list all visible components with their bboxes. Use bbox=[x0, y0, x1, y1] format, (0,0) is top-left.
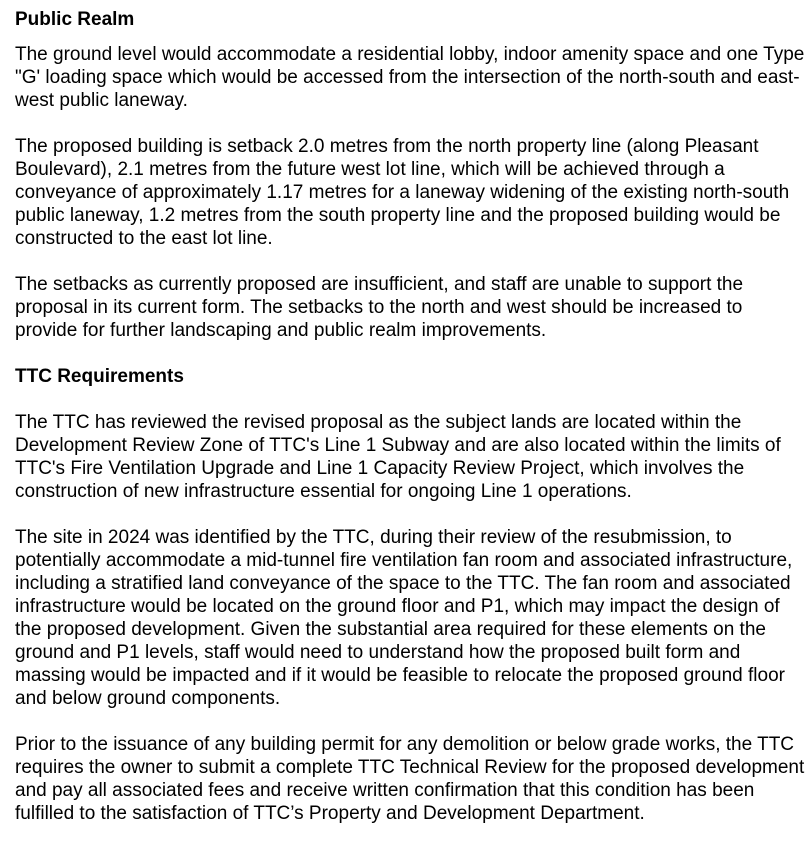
paragraph-setbacks-detail: The proposed building is setback 2.0 metres from the north property line (along Pleasant Boulevard), 2.1 metres from the future west lot line, which will be achieved through a conveyance of approximately 1.17 metres for a laneway widening of the existing north-south public laneway, 1.2 metres from the south property line and the proposed building would be constructed to the east lot line. bbox=[15, 136, 790, 249]
paragraph-fan-room: The site in 2024 was identified by the TTC, during their review of the resubmission, to potentially accommodate a mid-tunnel fire ventilation fan room and associated infrastructure, including a stratified land conveyance of the space to the TTC. The fan room and associated infrastructure would be located on the ground floor and P1, which may impact the design of the proposed development. Given the substantial area required for these elements on the ground and P1 levels, staff would need to understand how the proposed built form and massing would be impacted and if it would be feasible to relocate the proposed ground floor and below ground components. bbox=[15, 527, 793, 709]
paragraph-ground-level: The ground level would accommodate a residential lobby, indoor amenity space and one Type "G' loading space which would be accessed from the intersection of the north-south and east-west public laneway. bbox=[15, 44, 805, 111]
paragraph-setbacks-insufficient: The setbacks as currently proposed are insufficient, and staff are unable to support the proposal in its current form. The setbacks to the north and west should be increased to provide for further landscaping and public realm improvements. bbox=[15, 274, 744, 341]
paragraph-building-permit: Prior to the issuance of any building permit for any demolition or below grade works, the TTC requires the owner to submit a complete TTC Technical Review for the proposed development and pay all associated fees and receive written confirmation that this condition has been fulfilled to the satisfaction of TTC’s Property and Development Department. bbox=[15, 734, 805, 824]
section-heading-ttc-requirements: TTC Requirements bbox=[15, 366, 184, 387]
section-heading-public-realm: Public Realm bbox=[15, 9, 135, 30]
paragraph-ttc-review: The TTC has reviewed the revised proposal as the subject lands are located within the Development Review Zone of TTC's Line 1 Subway and are also located within the limits of TTC's Fire Ventilation Upgrade and Line 1 Capacity Review Project, which involves the construction of new infrastructure essential for ongoing Line 1 operations. bbox=[15, 412, 781, 502]
document-page bbox=[15, 8, 805, 825]
